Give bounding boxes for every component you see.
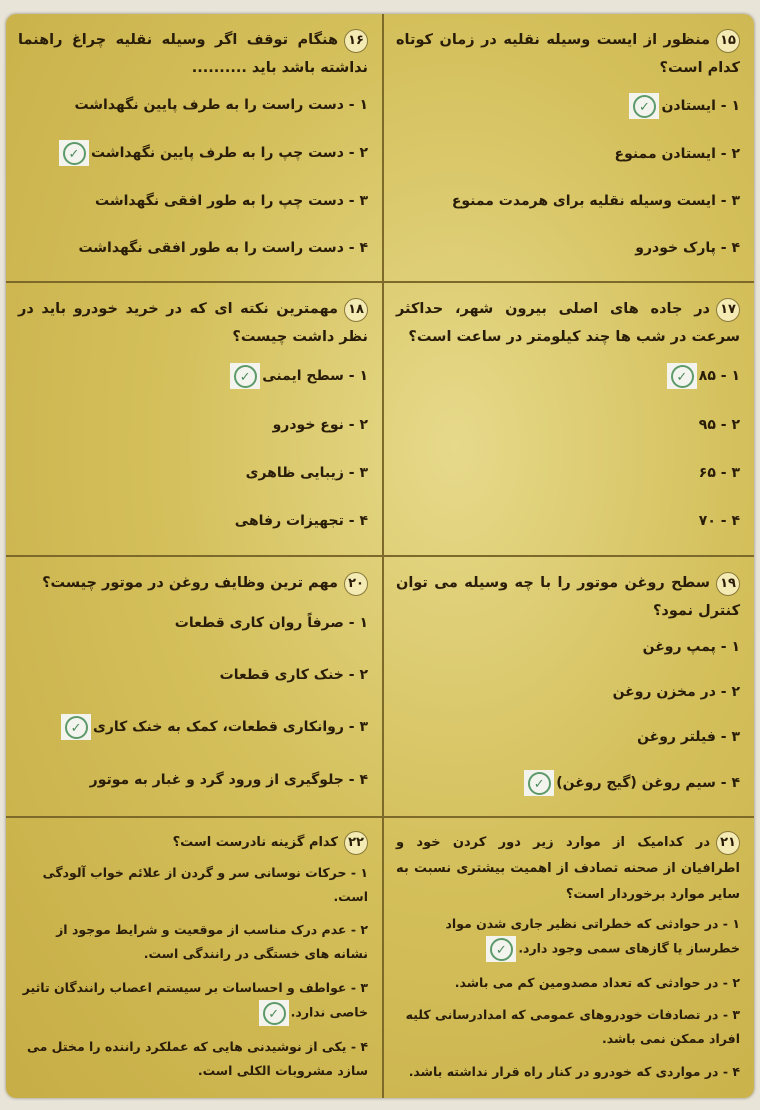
option-text: ۴ - سیم روغن (گیج روغن)	[556, 774, 740, 791]
answer-option[interactable]	[18, 509, 368, 533]
question-number: ۱۷	[716, 298, 740, 322]
answer-option[interactable]	[396, 1060, 740, 1084]
option-text: ۱ - صرفاً روان کاری قطعات	[174, 614, 368, 631]
question-number: ۱۹	[716, 572, 740, 596]
answer-option[interactable]	[396, 189, 740, 213]
answer-option[interactable]	[396, 236, 740, 260]
answer-option[interactable]	[396, 142, 740, 166]
question-stem: منظور از ایست وسیله نقلیه در زمان کوتاه کدام است؟	[396, 32, 740, 76]
check-glyph: ✓	[70, 721, 82, 737]
question-text	[18, 830, 368, 856]
answer-option[interactable]	[396, 971, 740, 995]
option-text: ۳ - روانکاری قطعات، کمک به خنک کاری	[93, 719, 368, 736]
question-number: ۲۲	[344, 831, 368, 855]
answer-option[interactable]	[396, 912, 740, 962]
question-text	[18, 569, 368, 597]
answer-option[interactable]	[18, 461, 368, 485]
option-text: ۴ - ۷۰	[698, 513, 740, 529]
option-text: ۴ - جلوگیری از ورود گرد و غبار به موتور	[89, 772, 368, 789]
answer-option[interactable]	[18, 236, 368, 260]
check-glyph: ✓	[676, 370, 688, 385]
answer-option[interactable]	[18, 189, 368, 213]
question-card	[6, 818, 382, 1098]
answer-option[interactable]	[18, 714, 368, 740]
option-text: ۱ - پمپ روغن	[642, 639, 740, 656]
options-list	[18, 351, 368, 545]
option-text: ۲ - ۹۵	[698, 417, 740, 433]
check-glyph: ✓	[268, 1006, 280, 1022]
question-card	[6, 14, 382, 283]
option-text: ۲ - دست چپ را به طرف پایین نگهداشت	[91, 145, 368, 162]
option-text: ۴ - پارک خودرو	[635, 239, 740, 256]
question-text	[18, 295, 368, 351]
answer-option[interactable]	[18, 976, 368, 1026]
option-text: ۱ - حرکات نوسانی سر و گردن از علائم خواب آلودگی است.	[42, 864, 368, 904]
option-text: ۲ - در مخزن روغن	[612, 684, 740, 701]
question-card	[382, 14, 754, 283]
correct-check-icon	[667, 363, 697, 389]
answer-option[interactable]	[18, 611, 368, 635]
answer-option[interactable]	[396, 509, 740, 533]
options-list	[396, 625, 740, 806]
option-text: ۴ - در مواردی که خودرو در کنار راه قرار نداشته باشد.	[408, 1063, 740, 1079]
check-glyph: ✓	[239, 370, 251, 385]
answer-option[interactable]	[396, 461, 740, 485]
option-text: ۲ - نوع خودرو	[272, 417, 368, 433]
question-card	[6, 283, 382, 557]
question-stem: هنگام توقف اگر وسیله نقلیه چراغ راهنما نداشته باشد باید ..........	[18, 32, 368, 76]
answer-option[interactable]	[396, 635, 740, 659]
option-text: ۳ - دست چپ را به طور افقی نگهداشت	[95, 192, 368, 209]
options-list	[396, 908, 740, 1088]
correct-check-icon	[230, 363, 260, 389]
question-stem: مهم ترین وظایف روغن در موتور چیست؟	[42, 575, 338, 591]
correct-check-icon	[259, 1000, 289, 1026]
question-stem: مهمترین نکته ای که در خرید خودرو باید در نظر داشت چیست؟	[18, 301, 368, 345]
correct-check-icon	[61, 714, 91, 740]
question-stem: کدام گزینه نادرست است؟	[172, 835, 338, 850]
option-text: ۱ - دست راست را به طرف پایین نگهداشت	[74, 97, 368, 114]
question-number: ۲۱	[716, 831, 740, 855]
option-text: ۲ - ایستادن ممنوع	[614, 146, 740, 163]
options-list	[396, 82, 740, 271]
question-stem: در کدامیک از موارد زیر دور کردن خود و اطرافیان از صحنه تصادف از اهمیت بیشتری نسبت به سایر موارد برخوردار است؟	[396, 835, 740, 902]
options-list	[396, 351, 740, 545]
question-stem: سطح روغن موتور را با چه وسیله می توان کنترل نمود؟	[396, 575, 740, 619]
answer-option[interactable]	[18, 363, 368, 389]
answer-option[interactable]	[18, 413, 368, 437]
correct-check-icon	[59, 140, 89, 166]
option-text: ۱ - ایستادن	[661, 98, 740, 115]
check-glyph: ✓	[68, 147, 80, 163]
option-text: ۳ - عواطف و احساسات بر سیستم اعصاب رانندگان تاثیر خاصی ندارد.	[22, 979, 368, 1020]
option-text: ۳ - در تصادفات خودروهای عمومی که امدادرسانی کلیه افراد ممکن نمی باشد.	[405, 1007, 740, 1047]
option-text: ۴ - دست راست را به طور افقی نگهداشت	[78, 239, 368, 256]
question-stem: در جاده های اصلی بیرون شهر، حداکثر سرعت در شب ها چند کیلومتر در ساعت است؟	[396, 301, 740, 345]
check-glyph: ✓	[639, 100, 650, 116]
option-text: ۱ - ۸۵	[698, 368, 740, 384]
question-number: ۱۶	[344, 29, 368, 53]
question-grid	[6, 14, 754, 1098]
options-list	[18, 856, 368, 1088]
question-number: ۱۸	[344, 298, 368, 322]
question-card	[382, 557, 754, 818]
question-card	[382, 283, 754, 557]
options-list	[18, 82, 368, 271]
answer-option[interactable]	[18, 861, 368, 909]
option-text: ۲ - عدم درک مناسب از موقعیت و شرایط موجود از نشانه های خستگی در رانندگی است.	[56, 922, 368, 962]
answer-option[interactable]	[18, 140, 368, 166]
answer-option[interactable]	[18, 768, 368, 792]
option-text: ۴ - تجهیزات رفاهی	[234, 513, 368, 529]
option-text: ۱ - سطح ایمنی	[262, 368, 368, 384]
answer-option[interactable]	[396, 1003, 740, 1051]
answer-option[interactable]	[18, 663, 368, 687]
options-list	[18, 597, 368, 806]
option-text: ۳ - ایست وسیله نقلیه برای هرمدت ممنوع	[451, 192, 740, 209]
question-card	[6, 557, 382, 818]
check-glyph: ✓	[495, 943, 507, 959]
question-number: ۱۵	[716, 29, 740, 53]
option-text: ۳ - ۶۵	[698, 465, 740, 481]
question-text	[396, 295, 740, 351]
answer-option[interactable]	[18, 93, 368, 117]
question-text	[396, 26, 740, 82]
answer-option[interactable]	[396, 413, 740, 437]
option-text: ۱ - در حوادثی که خطراتی نظیر جاری شدن مواد خطرساز یا گازهای سمی وجود دارد.	[445, 916, 740, 956]
option-text: ۴ - یکی از نوشیدنی هایی که عملکرد راننده را مختل می سازد مشروبات الکلی است.	[26, 1039, 368, 1079]
check-glyph: ✓	[533, 776, 545, 792]
correct-check-icon	[486, 936, 516, 962]
correct-check-icon	[629, 93, 659, 119]
answer-option[interactable]	[396, 680, 740, 704]
question-number: ۲۰	[344, 572, 368, 596]
answer-option[interactable]	[396, 770, 740, 796]
correct-check-icon	[524, 770, 554, 796]
option-text: ۲ - خنک کاری قطعات	[219, 666, 368, 683]
answer-option[interactable]	[396, 725, 740, 749]
question-card	[382, 818, 754, 1098]
answer-option[interactable]	[396, 93, 740, 119]
option-text: ۲ - در حوادثی که تعداد مصدومین کم می باشد.	[454, 974, 740, 990]
option-text: ۳ - زیبایی ظاهری	[245, 465, 368, 481]
question-text	[396, 569, 740, 625]
booklet-page	[6, 14, 754, 1098]
question-text	[18, 26, 368, 82]
answer-option[interactable]	[18, 1035, 368, 1083]
answer-option[interactable]	[396, 363, 740, 389]
option-text: ۳ - فیلتر روغن	[637, 728, 740, 745]
answer-option[interactable]	[18, 918, 368, 966]
question-text	[396, 830, 740, 908]
